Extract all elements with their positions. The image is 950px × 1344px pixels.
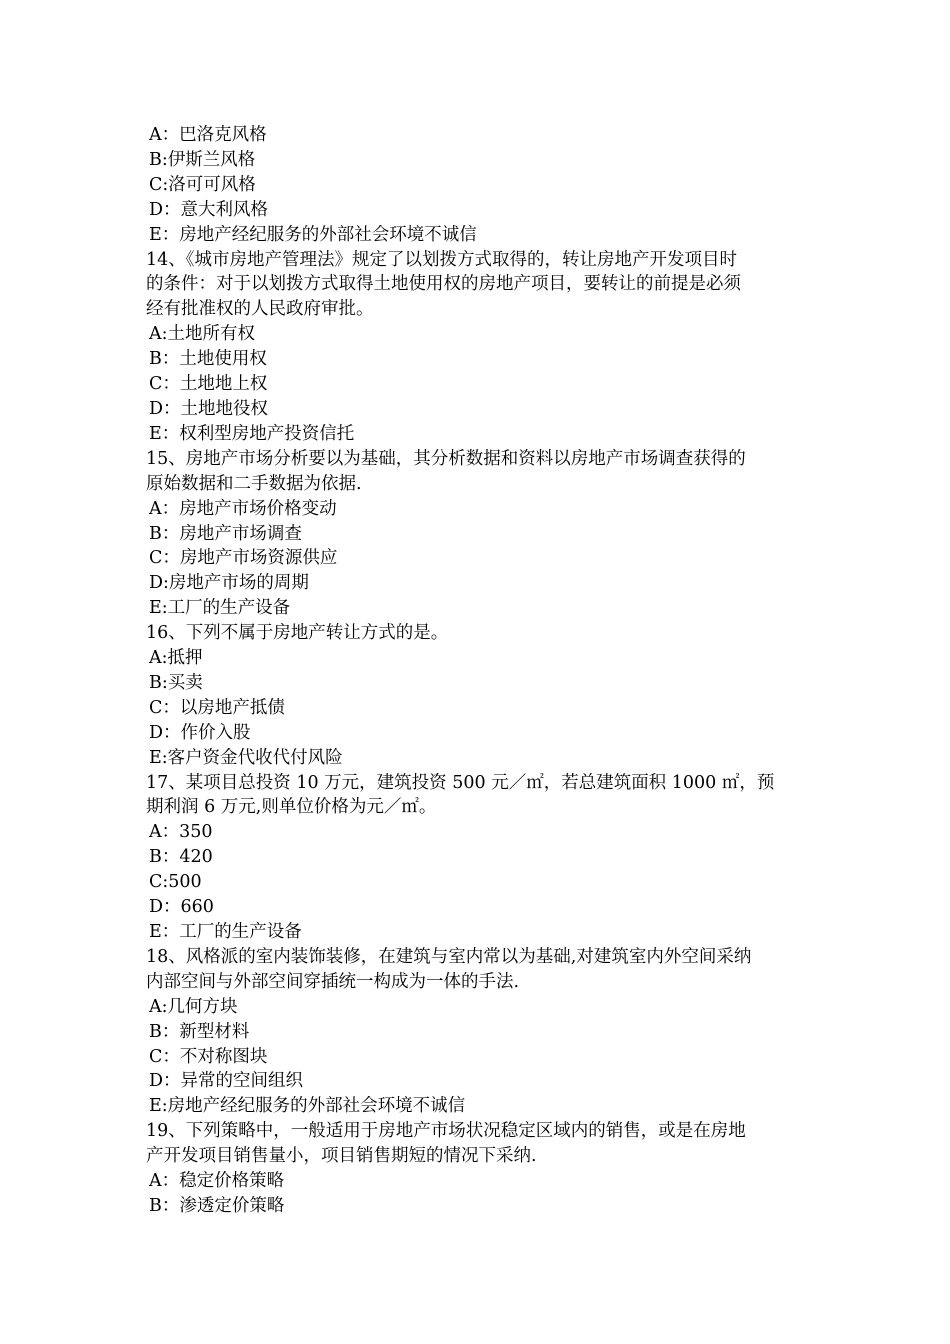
- option-c: C：以房地产抵债: [149, 697, 285, 718]
- option-c: C:500: [149, 872, 202, 893]
- option-d: D：异常的空间组织: [149, 1071, 304, 1092]
- option-a: A：350: [149, 822, 213, 843]
- option-e: E:客户资金代收代付风险: [149, 747, 343, 768]
- option-e: E：房地产经纪服务的外部社会环境不诚信: [149, 224, 477, 245]
- question-text: 内部空间与外部空间穿插统一构成为一体的手法.: [146, 971, 520, 992]
- lead-options: [146, 123, 806, 248]
- question-15: [146, 447, 806, 621]
- option-d: D:房地产市场的周期: [149, 573, 309, 594]
- option-e: E：工厂的生产设备: [149, 922, 302, 942]
- question-19: [146, 1119, 806, 1219]
- option-c: C：不对称图块: [149, 1046, 268, 1067]
- option-c: C：土地地上权: [149, 374, 268, 395]
- question-14: [146, 248, 806, 447]
- question-text: 18、风格派的室内装饰装修，在建筑与室内常以为基础,对建筑室内外空间采纳: [146, 946, 752, 967]
- question-text: 原始数据和二手数据为依据.: [146, 473, 362, 494]
- question-text: 17、某项目总投资 10 万元，建筑投资 500 元／㎡，若总建筑面积 1000 ㎡，预: [146, 772, 775, 793]
- question-text: 产开发项目销售量小，项目销售期短的情况下采纳.: [146, 1146, 537, 1167]
- option-b: B：新型材料: [149, 1021, 250, 1042]
- option-b: B：房地产市场调查: [149, 523, 302, 544]
- option-a: A:抵押: [149, 648, 203, 669]
- question-text: 16、下列不属于房地产转让方式的是。: [146, 623, 449, 644]
- option-a: A：稳定价格策略: [149, 1171, 285, 1192]
- option-b: B：土地使用权: [149, 349, 267, 370]
- option-d: D：土地地役权: [149, 398, 269, 419]
- option-b: B：420: [149, 847, 213, 868]
- question-text: 期利润 6 万元,则单位价格为元／㎡。: [146, 797, 437, 818]
- option-b: B:伊斯兰风格: [149, 149, 256, 170]
- document-page: [146, 123, 806, 1219]
- question-16: [146, 621, 806, 770]
- option-c: C：房地产市场资源供应: [149, 548, 338, 569]
- option-d: D：作价入股: [149, 722, 251, 743]
- option-b: B：渗透定价策略: [149, 1195, 285, 1216]
- question-text: 19、下列策略中，一般适用于房地产市场状况稳定区域内的销售，或是在房地: [146, 1121, 746, 1142]
- option-e: E：权利型房地产投资信托: [149, 423, 355, 444]
- question-18: [146, 945, 806, 1119]
- option-e: E:房地产经纪服务的外部社会环境不诚信: [149, 1096, 466, 1117]
- question-text: 14、《城市房地产管理法》规定了以划拨方式取得的，转让房地产开发项目时: [146, 249, 738, 270]
- question-text: 15、房地产市场分析要以为基础，其分析数据和资料以房地产市场调查获得的: [146, 448, 746, 469]
- question-text: 经有批准权的人民政府审批。: [146, 299, 374, 320]
- option-e: E:工厂的生产设备: [149, 598, 291, 619]
- question-text: 的条件：对于以划拨方式取得土地使用权的房地产项目，要转让的前提是必须: [146, 274, 741, 295]
- option-d: D：660: [149, 897, 214, 918]
- option-c: C:洛可可风格: [149, 174, 256, 195]
- option-a: A：房地产市场价格变动: [149, 498, 337, 519]
- option-b: B:买卖: [149, 672, 203, 693]
- option-a: A：巴洛克风格: [149, 125, 267, 145]
- option-a: A:几何方块: [149, 996, 238, 1017]
- question-17: [146, 771, 806, 945]
- option-a: A:土地所有权: [149, 324, 256, 345]
- option-d: D：意大利风格: [149, 199, 269, 220]
